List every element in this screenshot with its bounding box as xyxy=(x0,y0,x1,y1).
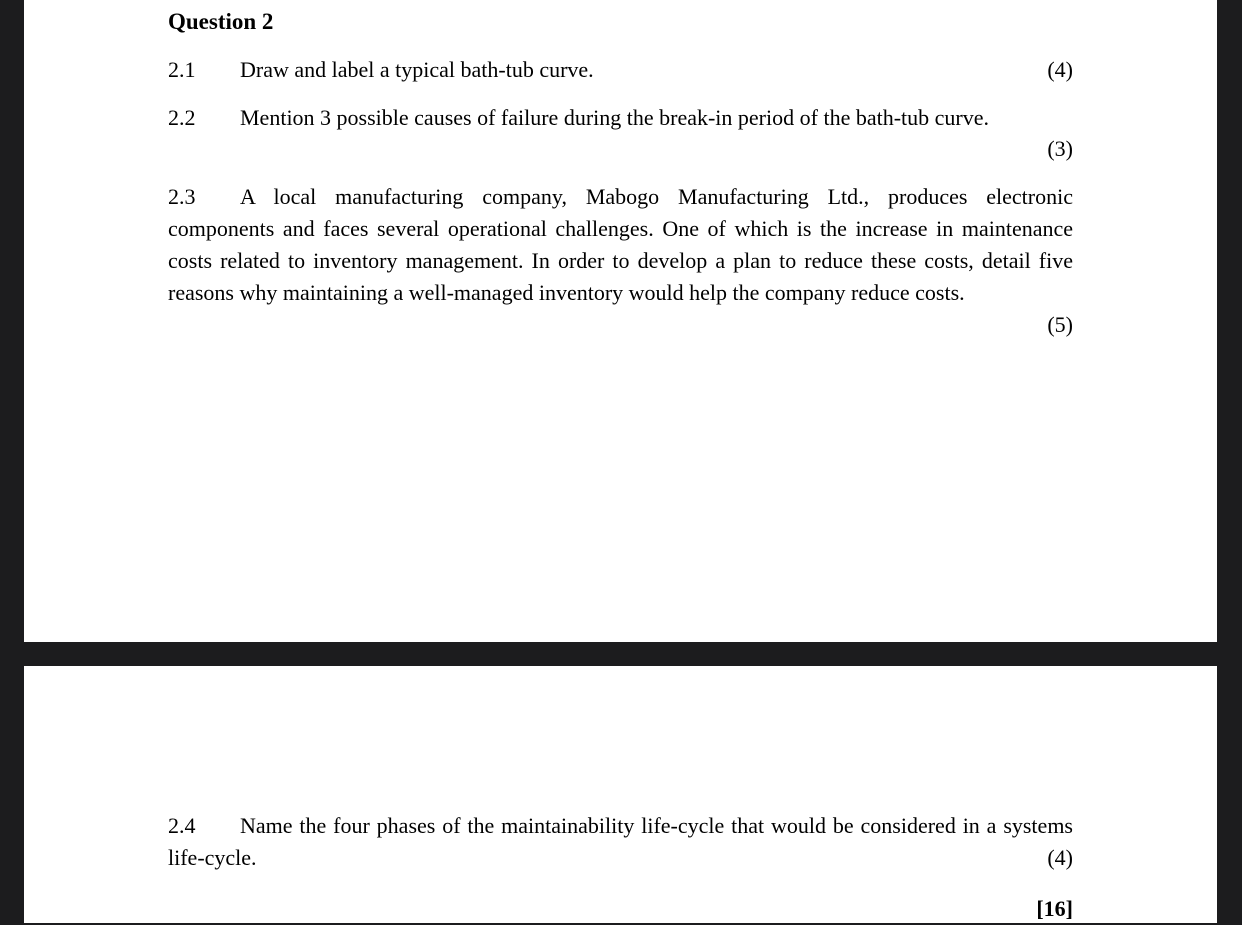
total-marks: [16] xyxy=(1036,896,1073,921)
question-marks: (4) xyxy=(1047,57,1073,82)
question-text: Draw and label a typical bath-tub curve. xyxy=(240,57,594,82)
question-marks: (3) xyxy=(1047,136,1073,161)
question-text: A local manufacturing company, Mabogo Manufacturing Ltd., produces electronic components and faces several operational challenges. One of which is the increase in maintenance costs related to inventory management. In order to develop a plan to reduce these costs, detail five reasons why maintaining a well-managed inventory would help the company reduce costs. xyxy=(168,184,1073,305)
question-marks: (4) xyxy=(1047,845,1073,870)
question-number: 2.1 xyxy=(168,57,196,82)
question-number: 2.2 xyxy=(168,105,196,130)
question-number: 2.3 xyxy=(168,184,196,209)
question-number: 2.4 xyxy=(168,813,196,838)
document-page-2 xyxy=(24,666,1217,923)
question-2-4 xyxy=(168,810,1073,874)
question-2-3 xyxy=(168,181,1073,337)
question-title: Question 2 xyxy=(168,9,274,34)
question-text: Name the four phases of the maintainability life-cycle that would be considered in a systems life-cycle. xyxy=(168,813,1073,870)
question-text: Mention 3 possible causes of failure during the break-in period of the bath-tub curve. xyxy=(240,105,989,130)
document-page-1 xyxy=(24,0,1217,642)
question-marks: (5) xyxy=(1047,312,1073,337)
